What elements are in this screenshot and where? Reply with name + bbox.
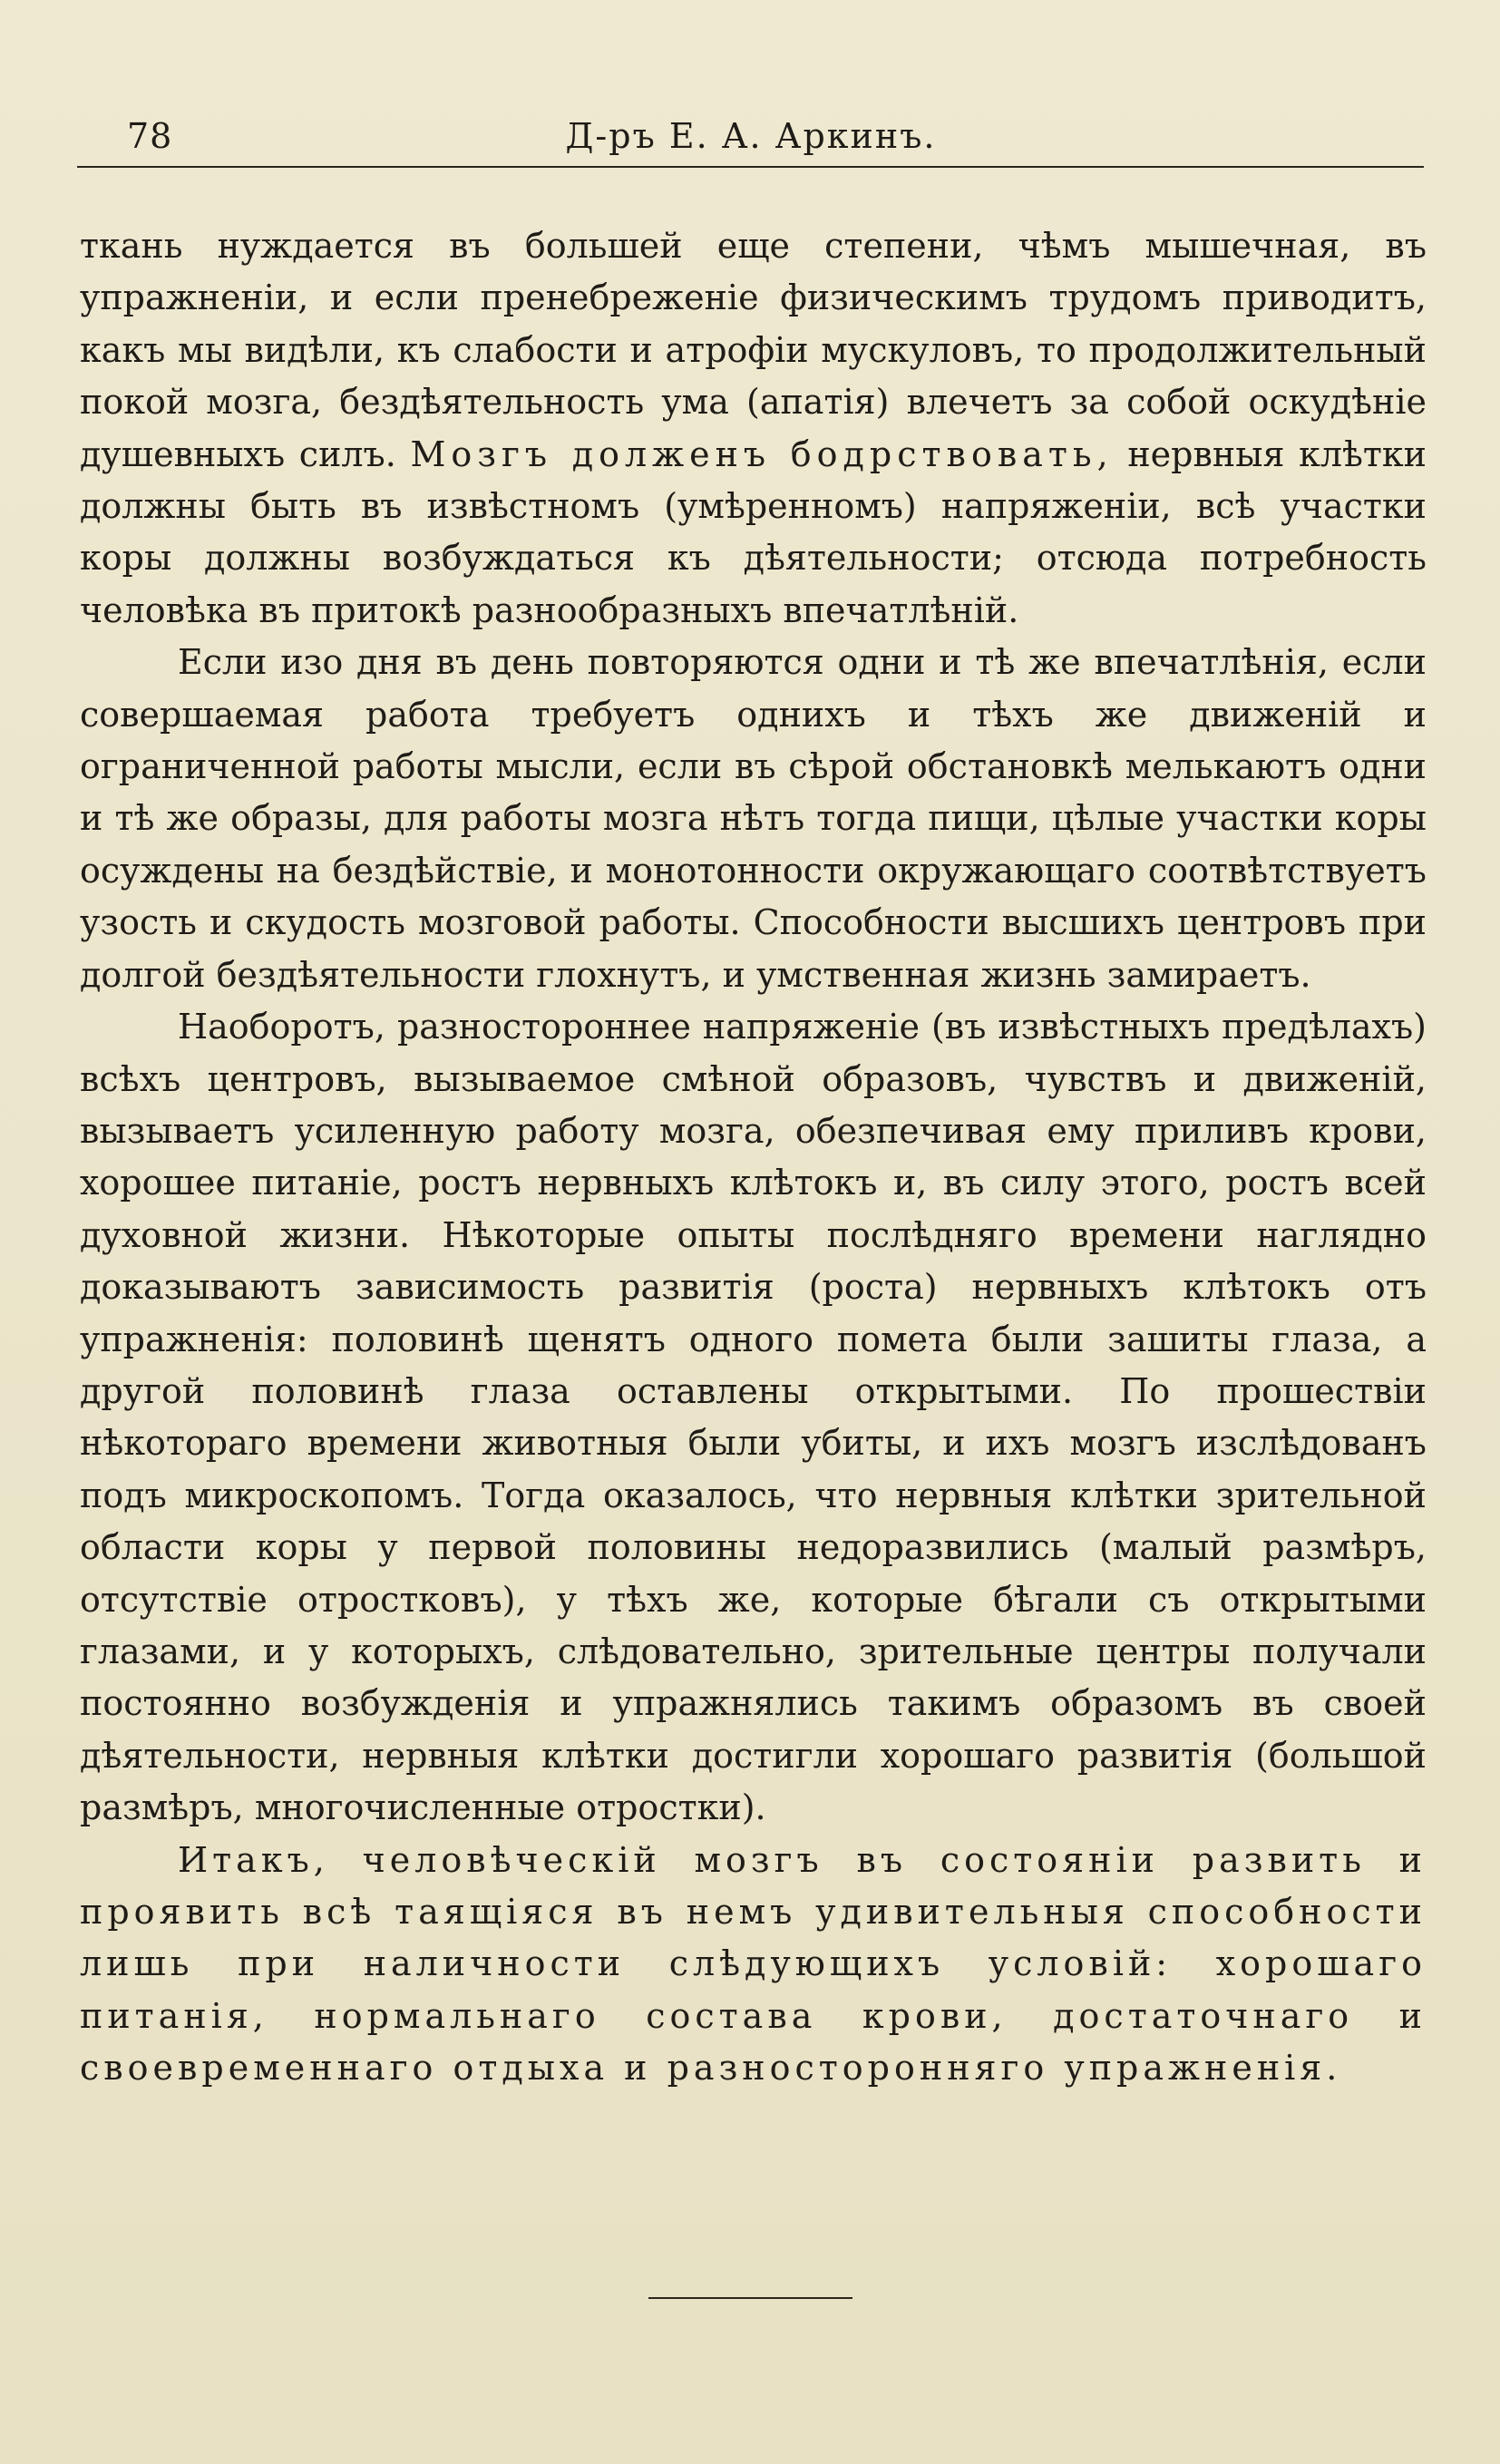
header-rule bbox=[77, 166, 1424, 168]
paragraph-3: Наоборотъ, разностороннее напряженіе (въ извѣстныхъ предѣлахъ) всѣхъ центровъ, вызываемое смѣной образовъ, чувствъ и движеній, вызываетъ усиленную работу мозга, обезпечивая ему приливъ крови, хорошее питаніе, ростъ нервныхъ клѣтокъ и, въ силу этого, ростъ всей духовной жизни. Нѣкоторые опыты послѣдняго времени наглядно доказываютъ зависимость развитія (роста) нервныхъ клѣтокъ отъ упражненія: половинѣ щенятъ одного помета были зашиты глаза, а другой половинѣ глаза оставлены открытыми. По прошествіи нѣкотораго времени животныя были убиты, и ихъ мозгъ изслѣдованъ подъ микроскопомъ. Тогда оказалось, что нервныя клѣтки зрительной области коры у первой половины недоразвились (малый размѣръ, отсутствіе отростковъ), у тѣхъ же, которые бѣгали съ открытыми глазами, и у которыхъ, слѣдовательно, зрительные центры получали постоянно возбужденія и упражнялись такимъ образомъ въ своей дѣятельности, нервныя клѣтки достигли хорошаго развитія (большой размѣръ, многочисленные отростки). bbox=[80, 1007, 1427, 1828]
page-header bbox=[80, 116, 1422, 161]
page-number: 78 bbox=[127, 116, 173, 156]
paragraph-1-text: ткань нуждается въ большей еще степени, чѣмъ мышечная, въ упражненіи, и если пренебреженіе физическимъ трудомъ приводитъ, какъ мы видѣли, къ слабости и атрофіи мускуловъ, то продолжительный покой мозга, бездѣятельность ума (апатія) влечетъ за собой оскудѣніе душевныхъ силъ. bbox=[80, 226, 1427, 474]
body-text bbox=[80, 220, 1427, 2095]
paragraph-4-conclusion: Итакъ, человѣческій мозгъ въ состояніи развить и проявить всѣ таящіяся въ немъ удивительныя способности лишь при наличности слѣдующихъ условій: хорошаго питанія, нормальнаго состава крови, достаточнаго и своевременнаго отдыха и разносторонняго упражненія. bbox=[80, 1839, 1427, 2089]
paragraph-1-text-continued: нервныя клѣтки должны быть въ извѣстномъ (умѣренномъ) напряженіи, всѣ участки коры должны возбуждаться къ дѣятельности; отсюда потребность человѣка въ притокѣ разнообразныхъ впечатлѣній. bbox=[80, 433, 1427, 630]
end-rule bbox=[648, 2297, 852, 2299]
paragraph-2: Если изо дня въ день повторяются одни и тѣ же впечатлѣнія, если совершаемая работа требуетъ однихъ и тѣхъ же движеній и ограниченной работы мысли, если въ сѣрой обстановкѣ мелькаютъ одни и тѣ же образы, для работы мозга нѣтъ тогда пищи, цѣлые участки коры осуждены на бездѣйствіе, и монотонности окружающаго соотвѣтствуетъ узость и скудость мозговой работы. Способности высшихъ центровъ при долгой бездѣятельности глохнутъ, и умственная жизнь замираетъ. bbox=[80, 642, 1427, 995]
running-head: Д-ръ Е. А. Аркинъ. bbox=[565, 116, 937, 156]
paragraph-1-emphasis: Мозгъ долженъ бодрствовать, bbox=[410, 433, 1114, 474]
paragraph-1 bbox=[80, 220, 1427, 637]
